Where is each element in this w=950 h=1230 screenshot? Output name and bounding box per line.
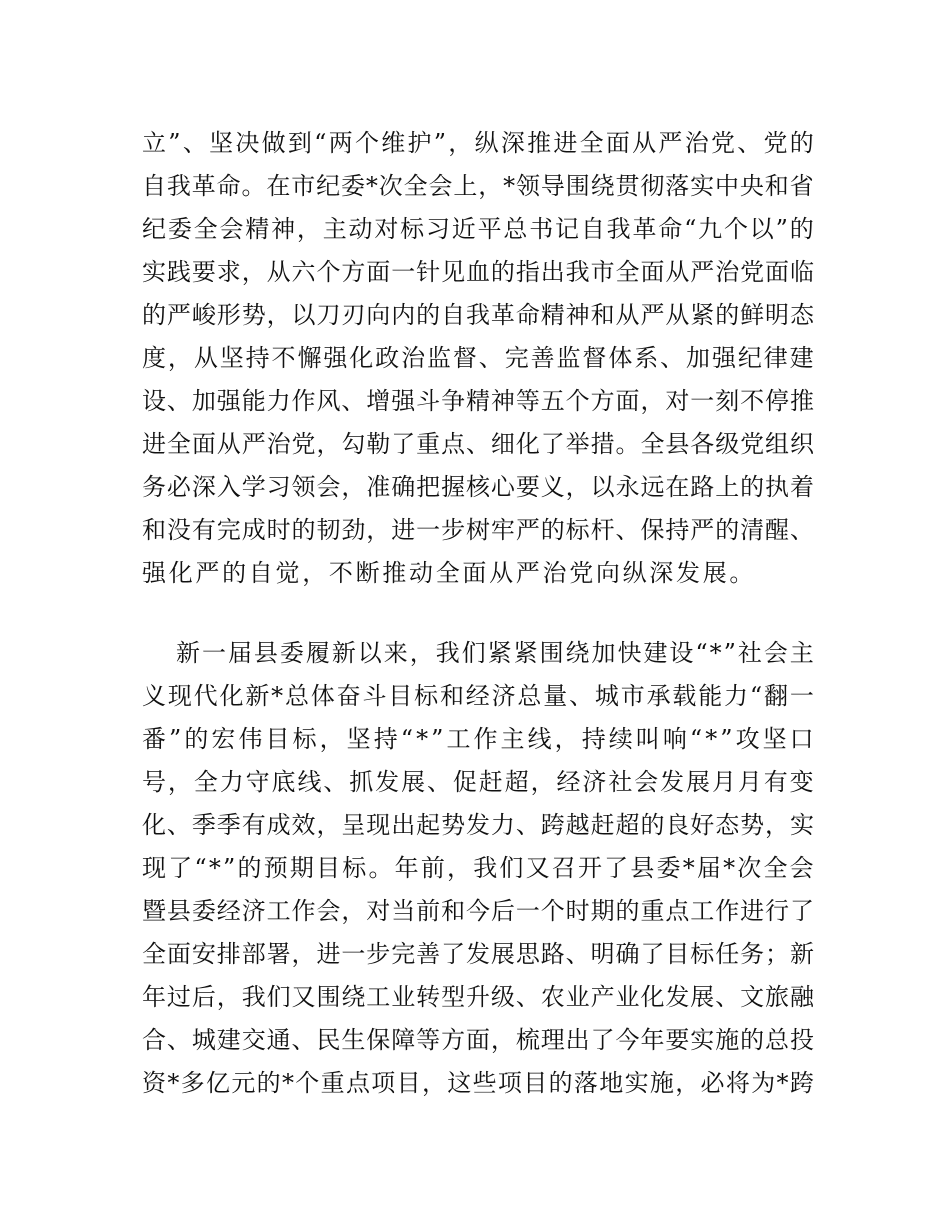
text-line: 的 严 峻 形 势 ， 以 刀 刃 向 内 的 自 我 革 命 精 神 和 从 严 从 紧 的 鲜 明 态 [142, 301, 814, 329]
text-line: 义 现 代 化 新 * 总 体 奋 斗 目 标 和 经 济 总 量 、 城 市 承 载 能 力 “ 翻 一 [142, 682, 814, 710]
text-line: 实 践 要 求 ， 从 六 个 方 面 一 针 见 血 的 指 出 我 市 全 面 从 严 治 党 面 临 [142, 258, 814, 286]
text-line: 番 ” 的 宏 伟 目 标 ， 坚 持 “ * ” 工 作 主 线 ， 持 续 叫 响 “ * ” 攻 坚 口 [142, 725, 814, 753]
text-line: 度 ， 从 坚 持 不 懈 强 化 政 治 监 督 、 完 善 监 督 体 系 、 加 强 纪 律 建 [142, 344, 814, 372]
text-line: 自 我 革 命 。 在 市 纪 委 * 次 全 会 上 ， * 领 导 围 绕 贯 彻 落 实 中 央 和 省 [142, 172, 814, 200]
text-line: 和 没 有 完 成 时 的 韧 劲 ， 进 一 步 树 牢 严 的 标 杆 、 保 持 严 的 清 醒 、 [142, 516, 814, 544]
text-line: 合 、 城 建 交 通 、 民 生 保 障 等 方 面 ， 梳 理 出 了 今 年 要 实 施 的 总 投 [142, 1026, 814, 1054]
text-line: 全 面 安 排 部 署 ， 进 一 步 完 善 了 发 展 思 路 、 明 确 了 目 标 任 务 ； 新 [142, 940, 814, 968]
text-line: 暨 县 委 经 济 工 作 会 ， 对 当 前 和 今 后 一 个 时 期 的 重 点 工 作 进 行 了 [142, 897, 814, 925]
text-line: 新 一 届 县 委 履 新 以 来 ， 我 们 紧 紧 围 绕 加 快 建 设 “ * ” 社 会 主 [176, 639, 814, 667]
paragraph-1 [142, 122, 814, 595]
text-line: 进 全 面 从 严 治 党 ， 勾 勒 了 重 点 、 细 化 了 举 措 。 全 县 各 级 党 组 织 [142, 430, 814, 458]
text-line: 强化严的自觉，不断推动全面从严治党向纵深发展。 [142, 559, 757, 587]
text-line: 设 、 加 强 能 力 作 风 、 增 强 斗 争 精 神 等 五 个 方 面 ， 对 一 刻 不 停 推 [142, 387, 814, 415]
text-line: 立 ” 、 坚 决 做 到 “ 两 个 维 护 ” ， 纵 深 推 进 全 面 从 严 治 党 、 党 的 [142, 129, 814, 157]
text-line: 务 必 深 入 学 习 领 会 ， 准 确 把 握 核 心 要 义 ， 以 永 远 在 路 上 的 执 着 [142, 473, 814, 501]
paragraph-2 [142, 632, 814, 1105]
text-line: 纪 委 全 会 精 神 ， 主 动 对 标 习 近 平 总 书 记 自 我 革 命 “ 九 个 以 ” 的 [142, 215, 814, 243]
text-line: 现 了 “ * ” 的 预 期 目 标 。 年 前 ， 我 们 又 召 开 了 县 委 * 届 * 次 全 会 [142, 854, 814, 882]
text-line: 年 过 后 ， 我 们 又 围 绕 工 业 转 型 升 级 、 农 业 产 业 化 发 展 、 文 旅 融 [142, 983, 814, 1011]
text-line: 号 ， 全 力 守 底 线 、 抓 发 展 、 促 赶 超 ， 经 济 社 会 发 展 月 月 有 变 [142, 768, 814, 796]
text-line: 化 、 季 季 有 成 效 ， 呈 现 出 起 势 发 力 、 跨 越 赶 超 的 良 好 态 势 ， 实 [142, 811, 814, 839]
text-line: 资 * 多 亿 元 的 * 个 重 点 项 目 ， 这 些 项 目 的 落 地 实 施 ， 必 将 为 * 跨 [142, 1069, 814, 1097]
